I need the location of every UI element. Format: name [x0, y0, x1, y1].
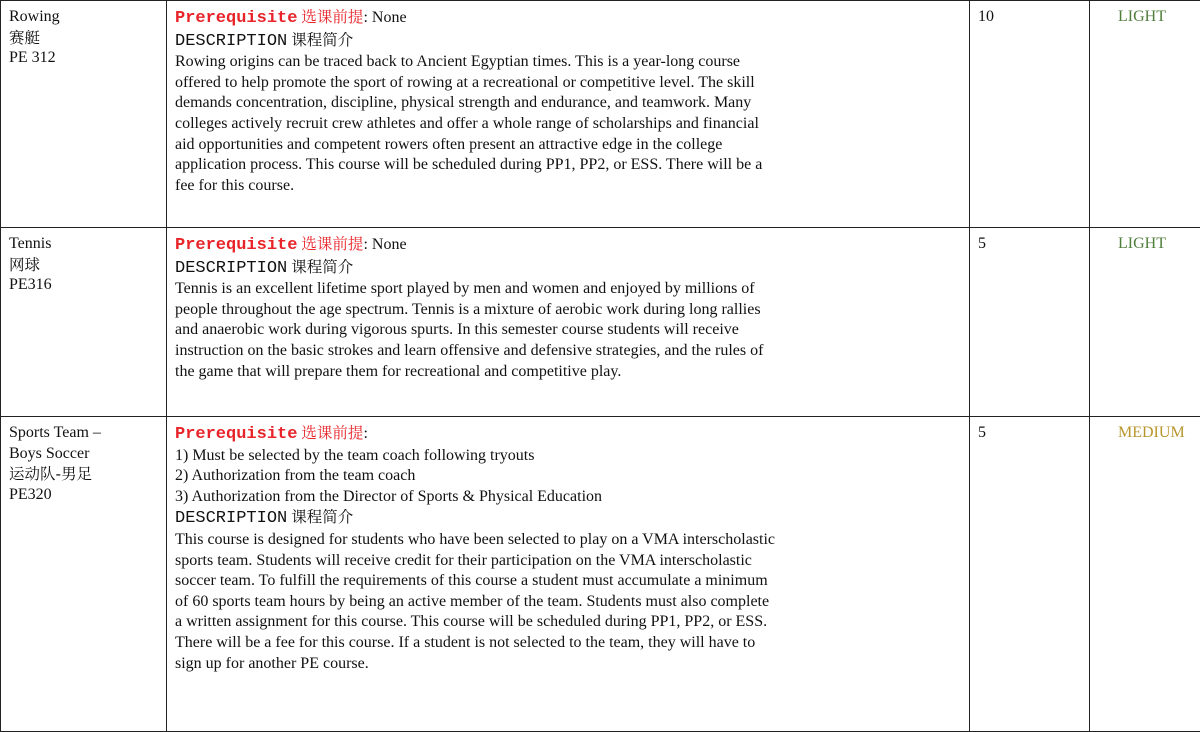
description-heading: [175, 30, 961, 53]
course-name-cell: [1, 1, 167, 228]
prerequisite-value: : None: [363, 236, 406, 253]
description-label: DESCRIPTION: [175, 259, 287, 278]
course-level: LIGHT: [1090, 228, 1200, 417]
course-name-en: Sports Team –: [9, 423, 158, 444]
description-line: demands concentration, discipline, physical strength and endurance, and teamwork. Many: [175, 93, 961, 114]
description-line: There will be a fee for this course. If a student is not selected to the team, they will have to: [175, 633, 961, 654]
course-credits: 5: [970, 228, 1090, 417]
description-label: DESCRIPTION: [175, 32, 287, 51]
prerequisite-value: :: [363, 425, 367, 442]
course-description-cell: [167, 417, 970, 732]
course-level: MEDIUM: [1090, 417, 1200, 732]
course-name-en: Rowing: [9, 7, 158, 28]
description-label: DESCRIPTION: [175, 509, 287, 528]
description-line: application process. This course will be scheduled during PP1, PP2, or ESS. There will be a: [175, 155, 961, 176]
description-line: sign up for another PE course.: [175, 654, 961, 675]
description-line: colleges actively recruit crew athletes and offer a whole range of scholarships and financial: [175, 114, 961, 135]
course-name-cn: 运动队-男足: [9, 464, 158, 485]
course-name-cell: [1, 228, 167, 417]
prerequisite-label: Prerequisite: [175, 425, 297, 444]
description-line: a written assignment for this course. This course will be scheduled during PP1, PP2, or ESS.: [175, 612, 961, 633]
prerequisite-label: Prerequisite: [175, 9, 297, 28]
prerequisite-value: : None: [363, 9, 406, 26]
course-row-tennis: [1, 228, 1200, 417]
description-line: Tennis is an excellent lifetime sport played by men and women and enjoyed by millions of: [175, 279, 961, 300]
course-name-cn: 赛艇: [9, 28, 158, 49]
description-line: of 60 sports team hours by being an active member of the team. Students must also complete: [175, 592, 961, 613]
prerequisite-label: Prerequisite: [175, 236, 297, 255]
description-line: people throughout the age spectrum. Tennis is a mixture of aerobic work during long rallies: [175, 300, 961, 321]
prerequisite-label-cn: 选课前提: [301, 424, 363, 442]
prerequisite-line: [175, 234, 961, 257]
description-line: aid opportunities and competent rowers often present an attractive edge in the college: [175, 135, 961, 156]
description-line: offered to help promote the sport of rowing at a recreational or competitive level. The skill: [175, 73, 961, 94]
course-name-cn: 网球: [9, 255, 158, 276]
description-line: soccer team. To fulfill the requirements of this course a student must accumulate a minimum: [175, 571, 961, 592]
description-line: fee for this course.: [175, 176, 961, 197]
description-heading: [175, 257, 961, 280]
prerequisite-item: 2) Authorization from the team coach: [175, 466, 961, 487]
prerequisite-label-cn: 选课前提: [301, 8, 363, 26]
course-row-boys-soccer: [1, 417, 1200, 732]
description-label-cn: 课程简介: [291, 31, 353, 49]
description-line: sports team. Students will receive credit for their participation on the VMA interscholastic: [175, 551, 961, 572]
course-level: LIGHT: [1090, 1, 1200, 228]
prerequisite-label-cn: 选课前提: [301, 235, 363, 253]
description-line: the game that will prepare them for recreational and competitive play.: [175, 362, 961, 383]
description-label-cn: 课程简介: [291, 508, 353, 526]
prerequisite-line: [175, 423, 961, 446]
prerequisite-item: 1) Must be selected by the team coach following tryouts: [175, 446, 961, 467]
description-line: Rowing origins can be traced back to Ancient Egyptian times. This is a year-long course: [175, 52, 961, 73]
course-name-en: Boys Soccer: [9, 444, 158, 465]
description-label-cn: 课程简介: [291, 258, 353, 276]
description-line: This course is designed for students who have been selected to play on a VMA interscholastic: [175, 530, 961, 551]
course-description-cell: [167, 1, 970, 228]
prerequisite-line: [175, 7, 961, 30]
course-description-cell: [167, 228, 970, 417]
course-code: PE320: [9, 485, 158, 506]
description-line: instruction on the basic strokes and learn offensive and defensive strategies, and the rules of: [175, 341, 961, 362]
course-credits: 5: [970, 417, 1090, 732]
prerequisite-item: 3) Authorization from the Director of Sports & Physical Education: [175, 487, 961, 508]
course-row-rowing: [1, 1, 1200, 228]
course-name-cell: [1, 417, 167, 732]
course-name-en: Tennis: [9, 234, 158, 255]
description-heading: [175, 507, 961, 530]
course-code: PE 312: [9, 48, 158, 69]
description-line: and anaerobic work during vigorous spurts. In this semester course students will receive: [175, 320, 961, 341]
course-code: PE316: [9, 275, 158, 296]
course-credits: 10: [970, 1, 1090, 228]
